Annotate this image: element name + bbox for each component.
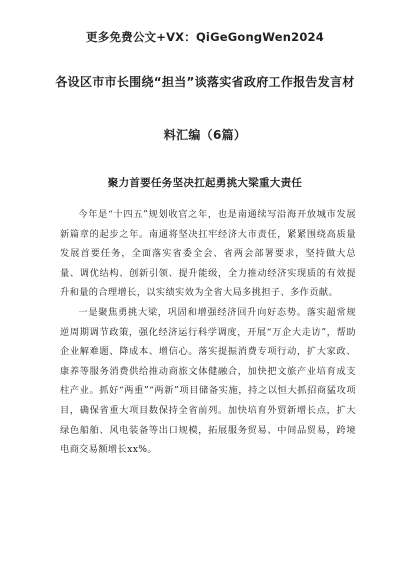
- paragraph-intro: 今年是“十四五”规划收官之年，也是南通续写沿海开放城市发展新篇章的起步之年。南通将坚决扛牢经济大市责任，紧紧围绕高质量发展首要任务，全面落实省委全会、省两会部署要求，坚持做大总量、调优结构、创新引领、提升能级，全力推动经济实现质的有效提升和量的合理增长，以实绩实效为全省大局多挑担子、多作贡献。: [60, 209, 356, 299]
- paragraph-point-one: 一是聚焦勇挑大梁，巩固和增强经济回升向好态势。落实超常规逆周期调节政策，强化经济运行科学调度，开展“万企大走访”，帮助企业解难题、降成本、增信心。落实提振消费专项行动，扩大家政、康养等服务消费供给推动商旅文体健融合，加快把文旅产业培育成支柱产业。抓好“两重”“两新”项目储备实施，持之以恒大抓招商猛攻项目，确保省重大项目数保持全省前列。加快培育外贸新增长点，扩大绿色船舶、风电装备等出口规模，拓展服务贸易、中间品贸易，跨境电商交易额增长xx%。: [60, 306, 356, 456]
- document-title-line-2: 料汇编（6篇）: [163, 128, 247, 142]
- promo-header: 更多免费公文+VX：QiGeGongWen2024: [86, 30, 324, 44]
- section-heading: 聚力首要任务坚决扛起勇挑大梁重大责任: [107, 177, 303, 189]
- body-text: [60, 205, 356, 460]
- document-title-line-1: 各设区市市长围绕“担当”谈落实省政府工作报告发言材: [55, 75, 355, 89]
